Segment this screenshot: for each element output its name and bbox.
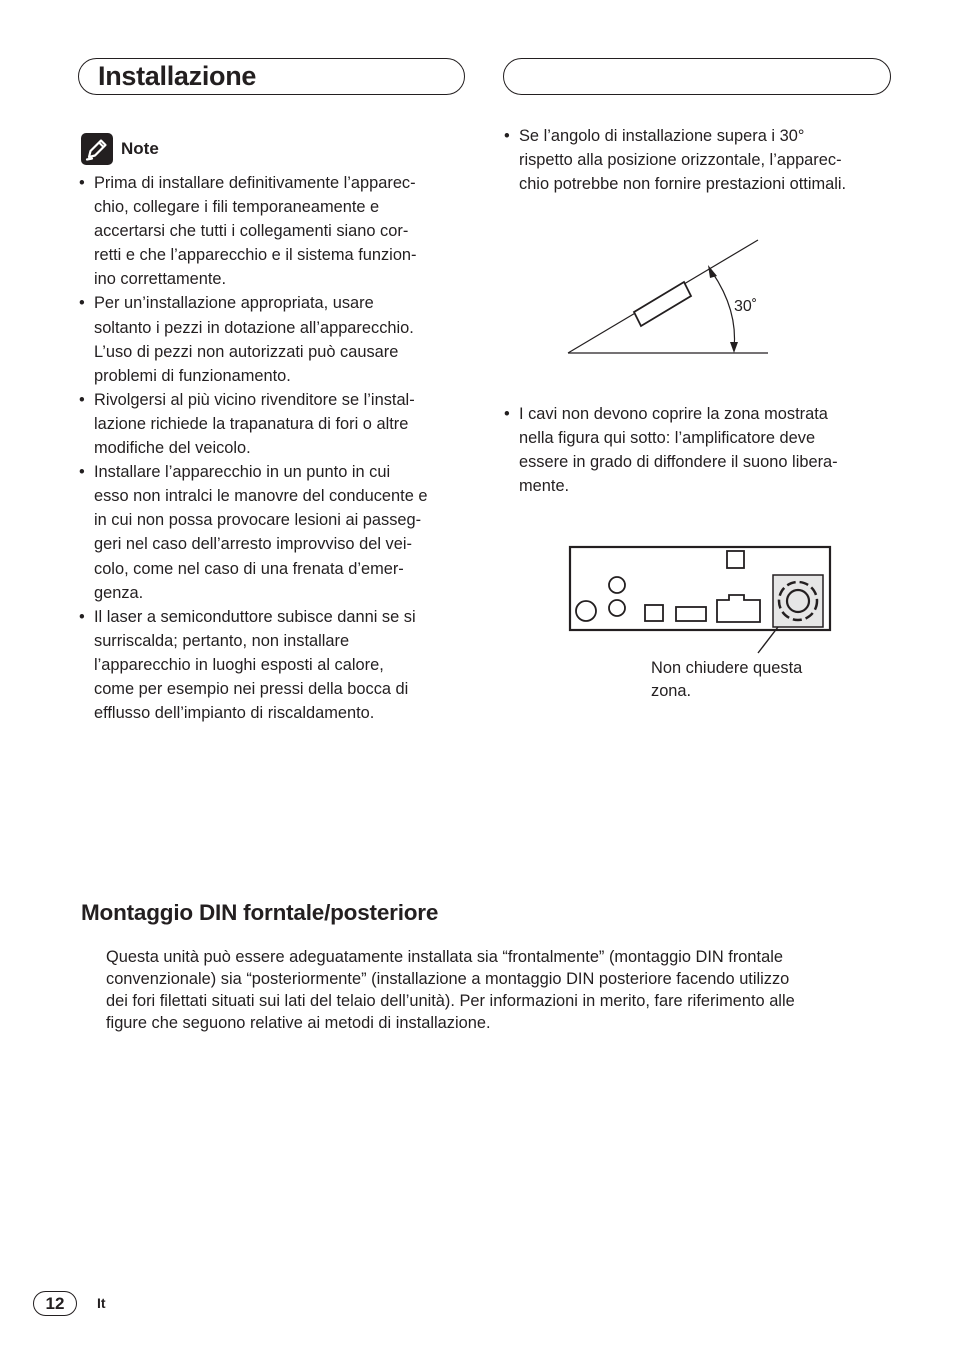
connector-rect — [676, 607, 706, 621]
list-item: • Prima di installare definitivamente l’apparec- chio, collegare i fili temporaneamente e accertarsi che tutti i collegamenti siano cor- retti e che l’apparecchio e il sistema funzion- ino correttamente. — [79, 171, 471, 291]
unit-outline — [634, 282, 691, 326]
jack-icon — [609, 600, 625, 616]
section-header-box-empty — [503, 58, 891, 95]
angle-note-list — [504, 124, 904, 196]
list-item: • Se l’angolo di installazione supera i 30° rispetto alla posizione orizzontale, l’apparec- chio potrebbe non fornire prestazioni ottimali. — [504, 124, 904, 196]
list-item: • Per un’installazione appropriata, usare soltanto i pezzi in dotazione all’apparecchio. L’uso di pezzi non autorizzati può causare problemi di funzionamento. — [79, 291, 471, 387]
list-item: • Rivolgersi al più vicino rivenditore se l’instal- lazione richiede la trapanatura di fori o altre modifiche del veicolo. — [79, 388, 471, 460]
page-title: Installazione — [98, 61, 257, 91]
page-number: 12 — [33, 1291, 77, 1316]
panel-caption: Non chiudere questa zona. — [651, 659, 803, 700]
note-label: Note — [121, 139, 159, 158]
connector-square — [727, 551, 744, 568]
list-item: • Installare l’apparecchio in un punto in cui esso non intralci le manovre del conducente e in cui non possa provocare lesioni ai passeg- geri nel caso dell’arresto improvviso del vei- colo, come nel caso di una frenata d’emer- genza. — [79, 460, 471, 605]
cable-note-list — [504, 402, 904, 498]
section-title: Montaggio DIN forntale/posteriore — [81, 900, 439, 925]
connector-square — [645, 605, 663, 621]
rear-panel-diagram — [566, 543, 838, 659]
list-item: • I cavi non devono coprire la zona mostrata nella figura qui sotto: l’amplificatore deve essere in grado di diffondere il suono libera- mente. — [504, 402, 904, 498]
section-body: Questa unità può essere adeguatamente installata sia “frontalmente” (montaggio DIN frontale convenzionale) sia “posteriormente” (installazione a montaggio DIN posteriore facendo utilizzo dei fori filettati situati sui lati del telaio dell’unità). Per informazioni in merito, fare riferimento alle figure che seguono relative ai metodi di installazione. — [106, 948, 795, 1032]
list-item: • Il laser a semiconduttore subisce danni se si surriscalda; pertanto, non installare l’apparecchio in luoghi esposti al calore, come per esempio nei pressi della bocca di efflusso dell’impianto di riscaldamento. — [79, 605, 471, 725]
jack-icon — [609, 577, 625, 593]
note-list — [79, 171, 471, 725]
angle-label: 30˚ — [734, 298, 758, 315]
note-pencil-icon — [81, 133, 113, 165]
antenna-jack-icon — [576, 601, 596, 621]
page-language: It — [97, 1295, 106, 1311]
